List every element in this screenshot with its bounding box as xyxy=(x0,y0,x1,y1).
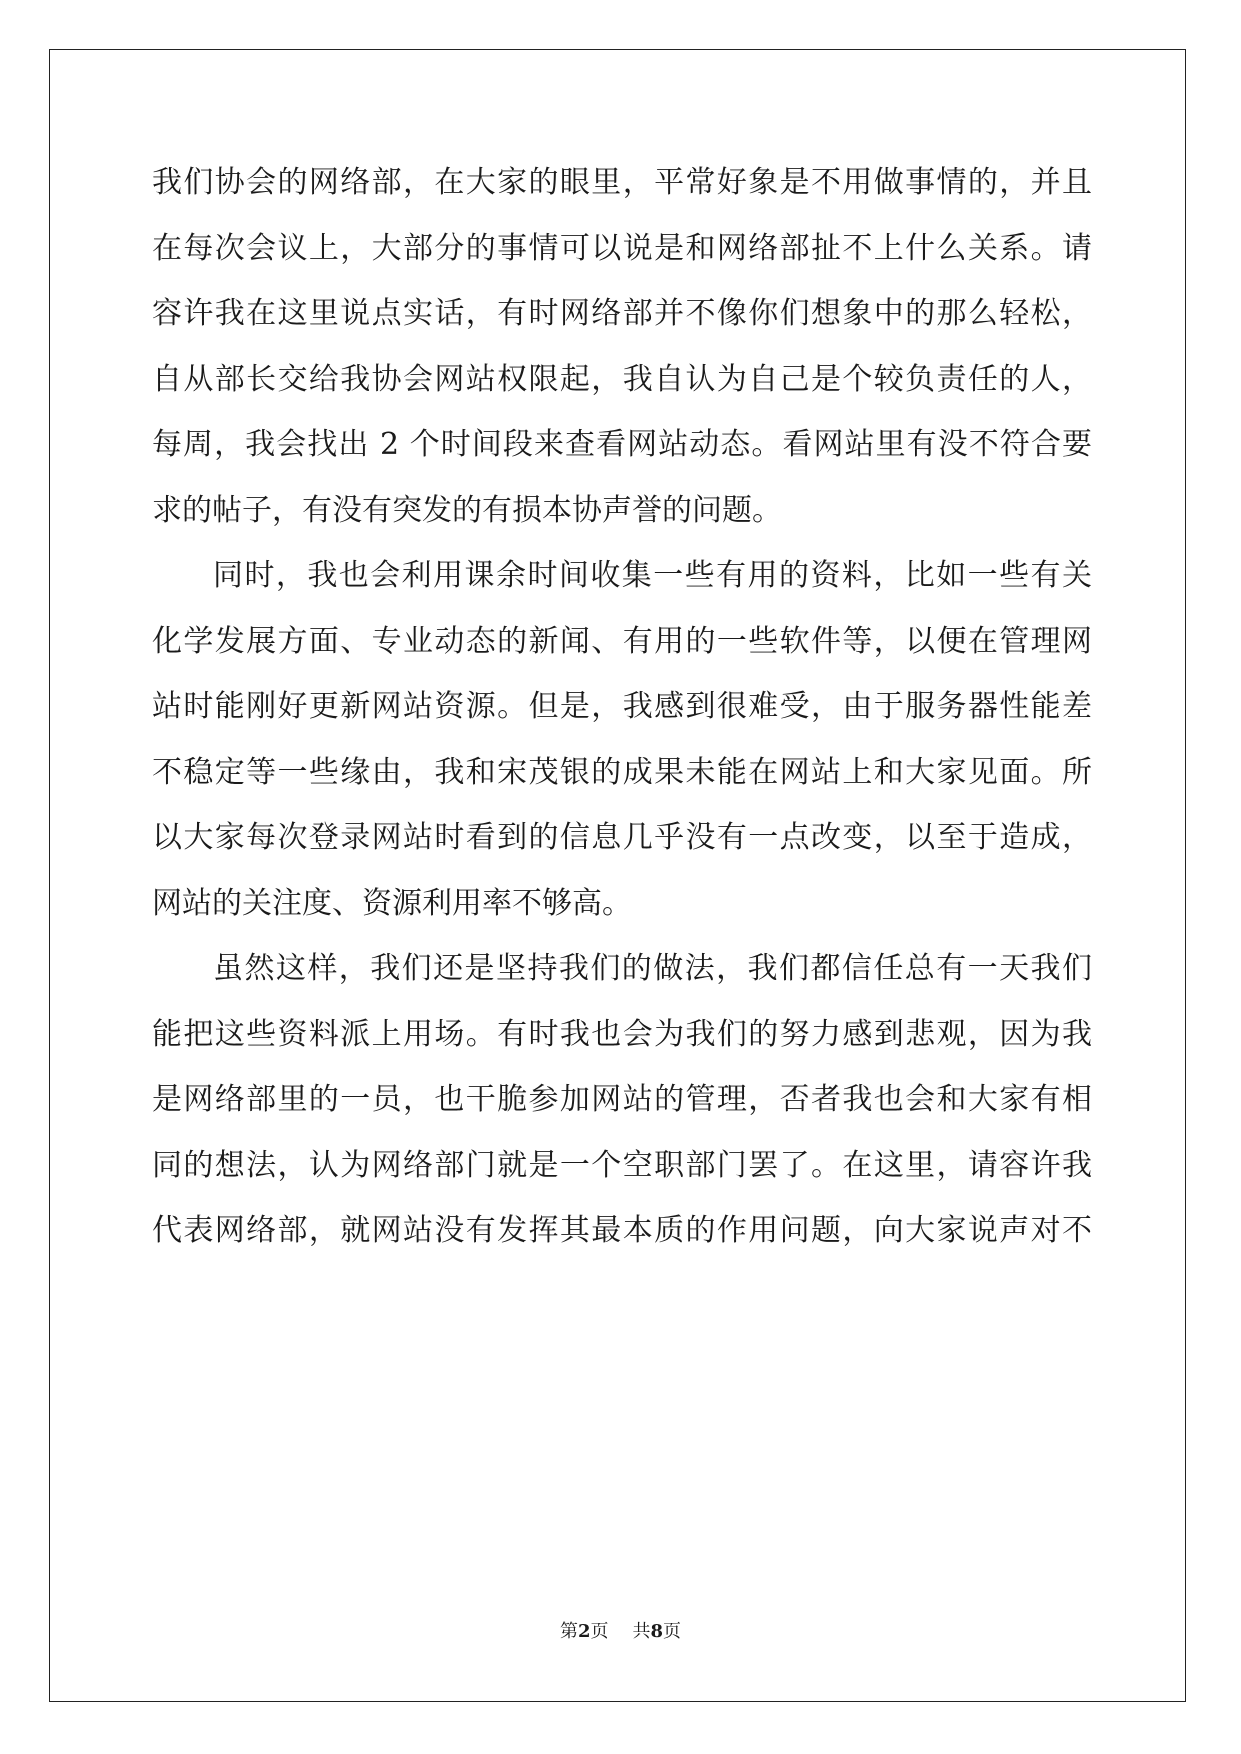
text-line: 代表网络部，就网站没有发挥其最本质的作用问题，向大家说声对不 xyxy=(152,1213,1092,1248)
text-line: 能把这些资料派上用场。有时我也会为我们的努力感到悲观，因为我 xyxy=(152,1016,1092,1052)
total-suffix: 页 xyxy=(663,1621,682,1642)
document-body xyxy=(152,150,1092,1264)
page-suffix: 页 xyxy=(590,1621,609,1642)
page-prefix: 第 xyxy=(559,1621,578,1642)
text-line: 不稳定等一些缘由，我和宋茂银的成果未能在网站上和大家见面。所 xyxy=(152,754,1092,790)
page-total: 8 xyxy=(650,1621,664,1642)
text-line: 同的想法，认为网络部门就是一个空职部门罢了。在这里，请容许我 xyxy=(152,1147,1092,1183)
text-line: 每周，我会找出 2 个时间段来查看网站动态。看网站里有没不符合要 xyxy=(152,427,1092,462)
text-line: 是网络部里的一员，也干脆参加网站的管理，否者我也会和大家有相 xyxy=(152,1082,1092,1117)
text-line: 自从部长交给我协会网站权限起，我自认为自己是个较负责任的人， xyxy=(152,361,1092,397)
text-line: 我们协会的网络部，在大家的眼里，平常好象是不用做事情的，并且 xyxy=(152,165,1092,200)
page-footer xyxy=(0,1617,1241,1643)
text-line: 在每次会议上，大部分的事情可以说是和网络部扯不上什么关系。请 xyxy=(152,230,1092,266)
text-line: 容许我在这里说点实话，有时网络部并不像你们想象中的那么轻松， xyxy=(152,296,1092,331)
total-prefix: 共 xyxy=(632,1621,651,1642)
text-line: 求的帖子，有没有突发的有损本协声誉的问题。 xyxy=(152,492,782,528)
text-line: 虽然这样，我们还是坚持我们的做法，我们都信任总有一天我们 xyxy=(213,951,1092,986)
text-line: 以大家每次登录网站时看到的信息几乎没有一点改变，以至于造成， xyxy=(152,820,1092,855)
page-current: 2 xyxy=(577,1621,591,1642)
text-line: 站时能刚好更新网站资源。但是，我感到很难受，由于服务器性能差 xyxy=(152,689,1092,724)
text-line: 同时，我也会利用课余时间收集一些有用的资料，比如一些有关 xyxy=(213,558,1092,593)
text-line: 化学发展方面、专业动态的新闻、有用的一些软件等，以便在管理网 xyxy=(152,623,1092,659)
text-line: 网站的关注度、资源利用率不够高。 xyxy=(152,885,632,921)
